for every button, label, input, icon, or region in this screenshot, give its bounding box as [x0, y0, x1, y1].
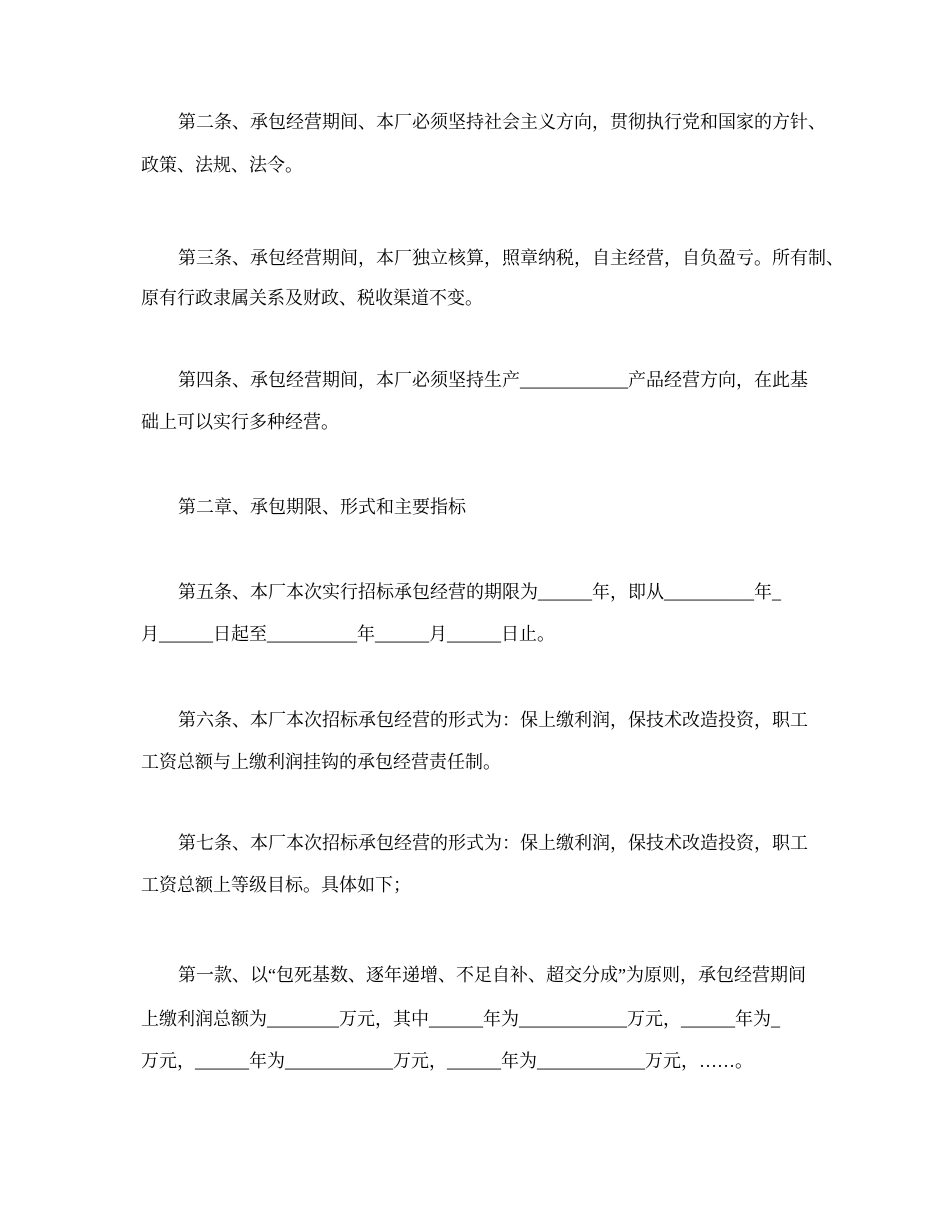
- article-2-line-1: 第二条、承包经营期间、本厂必须坚持社会主义方向，贯彻执行党和国家的方针、: [178, 112, 826, 132]
- article-3-line-1: 第三条、承包经营期间，本厂独立核算，照章纳税，自主经营，自负盈亏。所有制、: [178, 248, 844, 268]
- article-4-line-2: 础上可以实行多种经营。: [141, 412, 339, 432]
- article-3-line-2: 原有行政隶属关系及财政、税收渠道不变。: [141, 288, 483, 308]
- article-7-line-2: 工资总额上等级目标。具体如下；: [141, 875, 411, 895]
- article-2-line-2: 政策、法规、法令。: [141, 155, 303, 175]
- clause-1-line-3: 万元，______年为____________万元，______年为____________万元，……。: [141, 1051, 753, 1071]
- article-5-line-2: 月______日起至__________年______月______日止。: [141, 624, 555, 644]
- article-4-line-1: 第四条、承包经营期间，本厂必须坚持生产____________产品经营方向，在此基: [178, 370, 808, 390]
- clause-1-line-1: 第一款、以“包死基数、逐年递增、不足自补、超交分成”为原则，承包经营期间: [178, 965, 806, 985]
- chapter-2-heading: 第二章、承包期限、形式和主要指标: [178, 497, 466, 517]
- article-6-line-2: 工资总额与上缴利润挂钩的承包经营责任制。: [141, 752, 501, 772]
- article-6-line-1: 第六条、本厂本次招标承包经营的形式为：保上缴利润，保技术改造投资，职工: [178, 710, 808, 730]
- clause-1-line-2: 上缴利润总额为________万元，其中______年为____________万元，______年为_: [141, 1009, 780, 1029]
- article-5-line-1: 第五条、本厂本次实行招标承包经营的期限为______年，即从__________年_: [178, 582, 781, 602]
- article-7-line-1: 第七条、本厂本次招标承包经营的形式为：保上缴利润，保技术改造投资，职工: [178, 833, 808, 853]
